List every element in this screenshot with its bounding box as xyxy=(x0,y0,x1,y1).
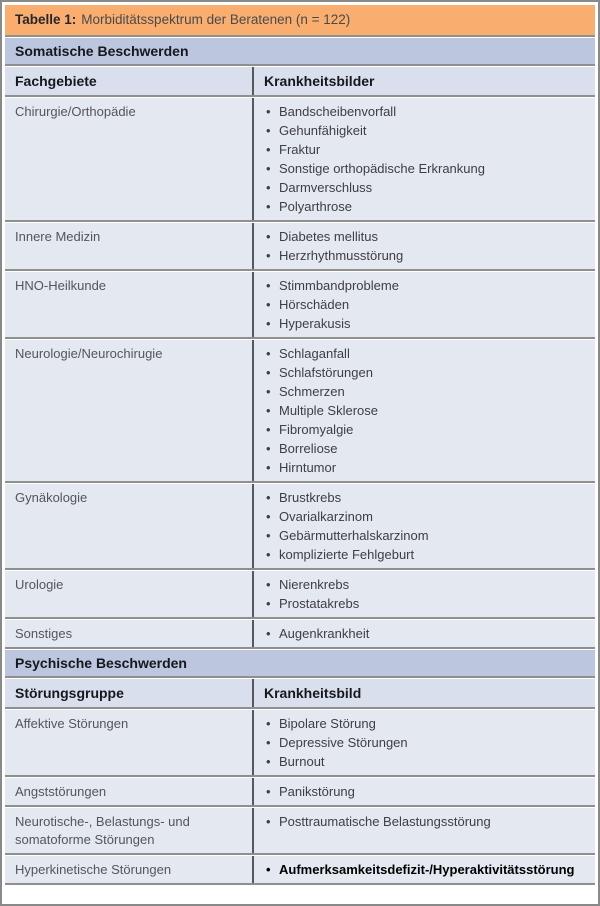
category-cell xyxy=(5,484,252,568)
items-cell xyxy=(252,710,595,775)
bullet-item xyxy=(266,439,583,458)
bullet-item xyxy=(266,295,583,314)
category-cell xyxy=(5,620,252,647)
bullet-item xyxy=(266,782,583,801)
items-cell xyxy=(252,808,595,853)
bullet-icon: • xyxy=(266,626,271,641)
table-title-bar xyxy=(5,5,595,37)
bullet-item-label: Hyperakusis xyxy=(279,316,351,331)
bullet-icon: • xyxy=(266,384,271,399)
bullet-icon: • xyxy=(266,142,271,157)
bullet-item-label: Hirntumor xyxy=(279,460,337,475)
bullet-item xyxy=(266,507,583,526)
column-header-right: Krankheitsbild xyxy=(252,679,595,707)
table-row xyxy=(5,778,595,807)
bullet-item-label: Posttraumatische Belastungsstörung xyxy=(279,814,491,829)
bullet-item-label: Aufmerksamkeitsdefizit-/Hyperaktivitätsstörung xyxy=(279,862,575,877)
table-row xyxy=(5,223,595,271)
category-label: Neurologie/Neurochirugie xyxy=(15,346,163,361)
table-title-text: Morbiditätsspektrum der Beratenen (n = 122) xyxy=(81,12,351,27)
bullet-icon: • xyxy=(266,316,271,331)
table-row xyxy=(5,571,595,619)
bullet-item xyxy=(266,526,583,545)
bullet-item-label: Gebärmutterhalskarzinom xyxy=(279,528,429,543)
section-header-label: Somatische Beschwerden xyxy=(15,43,189,59)
bullet-item-label: Fibromyalgie xyxy=(279,422,354,437)
bullet-icon: • xyxy=(266,346,271,361)
category-label: Innere Medizin xyxy=(15,229,101,244)
bullet-icon: • xyxy=(266,814,271,829)
bullet-item-label: Darmverschluss xyxy=(279,180,373,195)
bullet-item xyxy=(266,121,583,140)
bullet-item-label: Prostatakrebs xyxy=(279,596,360,611)
bullet-item-label: Schmerzen xyxy=(279,384,345,399)
table-row xyxy=(5,856,595,885)
bullet-icon: • xyxy=(266,180,271,195)
bullet-item-label: Schlaganfall xyxy=(279,346,350,361)
bullet-item xyxy=(266,594,583,613)
column-header-left: Fachgebiete xyxy=(15,73,97,89)
items-cell xyxy=(252,272,595,337)
category-label: Urologie xyxy=(15,577,64,592)
section-header xyxy=(5,650,595,678)
bullet-icon: • xyxy=(266,278,271,293)
items-cell xyxy=(252,571,595,617)
category-cell xyxy=(5,710,252,775)
bullet-icon: • xyxy=(266,784,271,799)
bullet-item-label: Multiple Sklerose xyxy=(279,403,378,418)
bullet-item-label: Borreliose xyxy=(279,441,338,456)
bullet-item xyxy=(266,420,583,439)
table-row xyxy=(5,340,595,483)
bullet-item xyxy=(266,178,583,197)
category-label: Chirurgie/Orthopädie xyxy=(15,104,136,119)
table-row xyxy=(5,484,595,570)
items-cell xyxy=(252,620,595,647)
table-row xyxy=(5,710,595,777)
bullet-icon: • xyxy=(266,460,271,475)
bullet-item-label: Brustkrebs xyxy=(279,490,342,505)
category-cell xyxy=(5,808,252,853)
bullet-icon: • xyxy=(266,403,271,418)
bullet-item-label: Bipolare Störung xyxy=(279,716,376,731)
bullet-item-label: Diabetes mellitus xyxy=(279,229,378,244)
bullet-icon: • xyxy=(266,422,271,437)
category-label: Gynäkologie xyxy=(15,490,88,505)
column-header-row xyxy=(5,67,595,97)
category-label: HNO-Heilkunde xyxy=(15,278,107,293)
bullet-item-label: Panikstörung xyxy=(279,784,355,799)
bullet-item-label: Stimmbandprobleme xyxy=(279,278,399,293)
items-cell xyxy=(252,778,595,805)
bullet-icon: • xyxy=(266,104,271,119)
category-cell xyxy=(5,223,252,269)
bullet-icon: • xyxy=(266,716,271,731)
bullet-item xyxy=(266,382,583,401)
bullet-icon: • xyxy=(266,297,271,312)
bullet-icon: • xyxy=(266,577,271,592)
bullet-item-label: Schlafstörungen xyxy=(279,365,373,380)
bullet-item-label: Sonstige orthopädische Erkrankung xyxy=(279,161,485,176)
bullet-item-label: Augenkrankheit xyxy=(279,626,370,641)
bullet-item xyxy=(266,624,583,643)
bullet-item xyxy=(266,363,583,382)
section-header xyxy=(5,38,595,66)
bullet-item xyxy=(266,575,583,594)
bullet-item-label: Bandscheibenvorfall xyxy=(279,104,397,119)
bullet-icon: • xyxy=(266,229,271,244)
bullet-item-label: Hörschäden xyxy=(279,297,350,312)
category-label: Sonstiges xyxy=(15,626,73,641)
bullet-item-label: komplizierte Fehlgeburt xyxy=(279,547,415,562)
bullet-icon: • xyxy=(266,123,271,138)
category-cell xyxy=(5,856,252,883)
table-row xyxy=(5,272,595,339)
bullet-item xyxy=(266,488,583,507)
bullet-item xyxy=(266,812,583,831)
bullet-item xyxy=(266,545,583,564)
bullet-icon: • xyxy=(266,547,271,562)
bullet-item-label: Gehunfähigkeit xyxy=(279,123,367,138)
category-cell xyxy=(5,272,252,337)
category-cell xyxy=(5,778,252,805)
bullet-item-label: Herzrhythmusstörung xyxy=(279,248,404,263)
table-row xyxy=(5,808,595,855)
bullet-item xyxy=(266,246,583,265)
bullet-item xyxy=(266,752,583,771)
bullet-icon: • xyxy=(266,199,271,214)
category-cell xyxy=(5,340,252,481)
bullet-item xyxy=(266,344,583,363)
column-header-right: Krankheitsbilder xyxy=(252,67,595,95)
bullet-icon: • xyxy=(266,596,271,611)
section-header-label: Psychische Beschwerden xyxy=(15,655,187,671)
bullet-item xyxy=(266,276,583,295)
bullet-icon: • xyxy=(266,161,271,176)
bullet-icon: • xyxy=(266,441,271,456)
column-header-row xyxy=(5,679,595,709)
category-label: Affektive Störungen xyxy=(15,716,129,731)
bullet-icon: • xyxy=(266,509,271,524)
bullet-item-label: Polyarthrose xyxy=(279,199,352,214)
category-cell xyxy=(5,98,252,220)
bullet-item-label: Ovarialkarzinom xyxy=(279,509,373,524)
items-cell xyxy=(252,98,595,220)
bullet-item xyxy=(266,227,583,246)
bullet-item-label: Depressive Störungen xyxy=(279,735,408,750)
category-label: Hyperkinetische Störungen xyxy=(15,862,172,877)
bullet-icon: • xyxy=(266,490,271,505)
column-header-left: Störungsgruppe xyxy=(15,685,124,701)
items-cell xyxy=(252,340,595,481)
bullet-icon: • xyxy=(266,754,271,769)
bullet-icon: • xyxy=(266,862,271,877)
category-label: Neurotische-, Belastungs- und somatoforme Störungen xyxy=(15,814,190,847)
bullet-item xyxy=(266,733,583,752)
bullet-item xyxy=(266,140,583,159)
bullet-icon: • xyxy=(266,528,271,543)
bullet-item-label: Burnout xyxy=(279,754,325,769)
category-cell xyxy=(5,571,252,617)
table-row xyxy=(5,98,595,222)
bullet-item xyxy=(266,458,583,477)
bullet-icon: • xyxy=(266,735,271,750)
table-title-label: Tabelle 1: xyxy=(15,12,77,27)
bullet-item xyxy=(266,401,583,420)
bullet-item xyxy=(266,102,583,121)
bullet-icon: • xyxy=(266,365,271,380)
bullet-item xyxy=(266,197,583,216)
items-cell xyxy=(252,484,595,568)
items-cell xyxy=(252,223,595,269)
bullet-item xyxy=(266,314,583,333)
bullet-item xyxy=(266,714,583,733)
bullet-item xyxy=(266,860,583,879)
bullet-item-label: Nierenkrebs xyxy=(279,577,350,592)
table-row xyxy=(5,620,595,649)
bullet-item-label: Fraktur xyxy=(279,142,321,157)
bullet-item xyxy=(266,159,583,178)
category-label: Angststörungen xyxy=(15,784,107,799)
items-cell xyxy=(252,856,595,883)
bullet-icon: • xyxy=(266,248,271,263)
